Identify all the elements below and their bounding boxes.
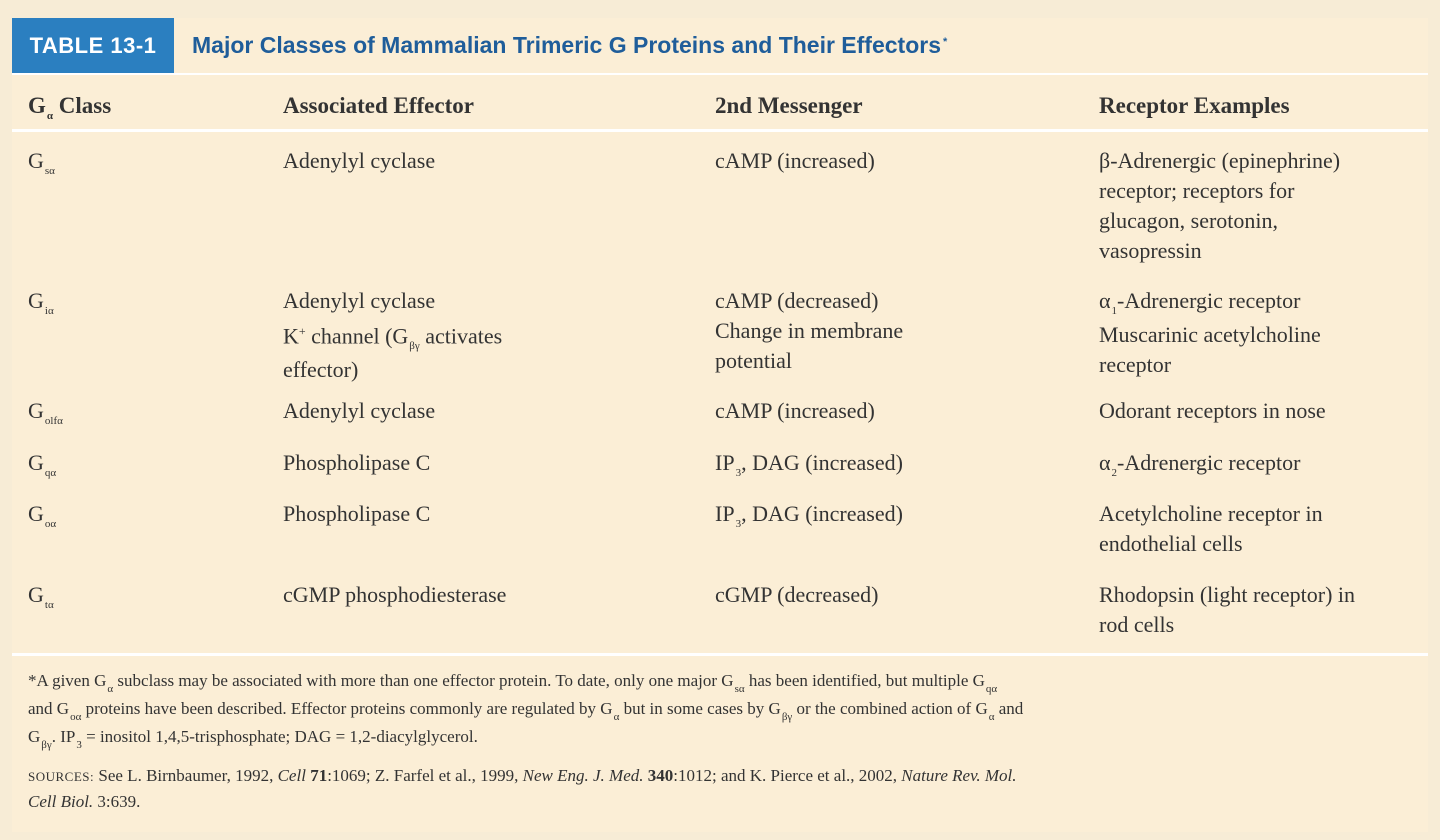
messenger-cell: cAMP (increased) xyxy=(715,148,875,173)
g-class-cell: $G_{t\alpha}$ xyxy=(28,582,54,611)
messenger-cell: cGMP (decreased) xyxy=(715,582,879,607)
receptor-cell: Odorant receptors in nose xyxy=(1099,398,1326,423)
effector-cell: Phospholipase C xyxy=(283,501,431,526)
receptor-cell: β-Adrenergic (epinephrine) receptor; receptors for glucagon, serotonin, vasopressin xyxy=(1099,148,1341,263)
title-footnote-mark: * xyxy=(943,35,948,48)
table-number-tag: TABLE 13-1 xyxy=(12,18,174,73)
receptor-cell: $\alpha_2$-Adrenergic receptor xyxy=(1099,450,1301,479)
header-g-alpha-class: $G_\alpha$ Class xyxy=(28,93,112,122)
effector-cell: Adenylyl cyclase K+ channel ($G_{\beta\gamma}$ activates effector) xyxy=(283,288,503,383)
table-header-row xyxy=(12,75,1428,132)
effector-cell: Phospholipase C xyxy=(283,450,431,475)
table-frame xyxy=(12,18,1428,832)
footnote-divider xyxy=(12,653,1428,656)
messenger-cell: $IP_3$, DAG (increased) xyxy=(715,501,903,530)
table-title-bar xyxy=(12,18,1428,75)
table-title xyxy=(192,18,947,73)
header-second-messenger: 2nd Messenger xyxy=(715,93,863,118)
effector-cell: cGMP phosphodiesterase xyxy=(283,582,507,607)
header-associated-effector: Associated Effector xyxy=(283,93,474,118)
effector-cell: Adenylyl cyclase xyxy=(283,148,436,173)
messenger-cell: cAMP (decreased) Change in membrane potential xyxy=(715,288,904,373)
g-class-cell: $G_{o\alpha}$ xyxy=(28,501,57,530)
g-class-cell: $G_{q\alpha}$ xyxy=(28,450,57,479)
sources-label: SOURCES: xyxy=(28,769,95,784)
receptor-cell: Rhodopsin (light receptor) in rod cells xyxy=(1099,582,1356,637)
table-title-text: Major Classes of Mammalian Trimeric G Proteins and Their Effectors xyxy=(192,32,942,58)
receptor-cell: Acetylcholine receptor in endothelial cells xyxy=(1099,501,1323,556)
g-class-cell: $G_{i\alpha}$ xyxy=(28,288,54,317)
messenger-cell: $IP_3$, DAG (increased) xyxy=(715,450,903,479)
table-footnote: *A given $G_\alpha$ subclass may be associated with more than one effector protein. To date, only one major $G_{s\alpha}$ has been identified, but multiple $G_{q\alpha}$ and $G_{o\alpha}$ proteins have been described. Effector proteins commonly are regulated by $G_\alpha$ but in some cases by $G_{\beta\gamma}$ or the combined action of $G_\alpha$ and $G_{\beta\gamma}$. $IP_3$ = inositol 1,4,5-trisphosphate; DAG = 1,2-diacylglycerol. xyxy=(28,671,1024,751)
messenger-cell: cAMP (increased) xyxy=(715,398,875,423)
header-receptor-examples: Receptor Examples xyxy=(1099,93,1290,118)
effector-cell: Adenylyl cyclase xyxy=(283,398,436,423)
table-sources: SOURCES: See L. Birnbaumer, 1992, Cell 71:1069; Z. Farfel et al., 1999, New Eng. J. Med. 340:1012; and K. Pierce et al., 2002, Nature Rev. Mol. Cell Biol. 3:639. xyxy=(28,766,1017,811)
g-class-cell: $G_{olf\alpha}$ xyxy=(28,398,63,427)
g-class-cell: $G_{s\alpha}$ xyxy=(28,148,55,177)
receptor-cell: $\alpha_1$-Adrenergic receptor Muscarinic acetylcholine receptor xyxy=(1099,288,1321,377)
